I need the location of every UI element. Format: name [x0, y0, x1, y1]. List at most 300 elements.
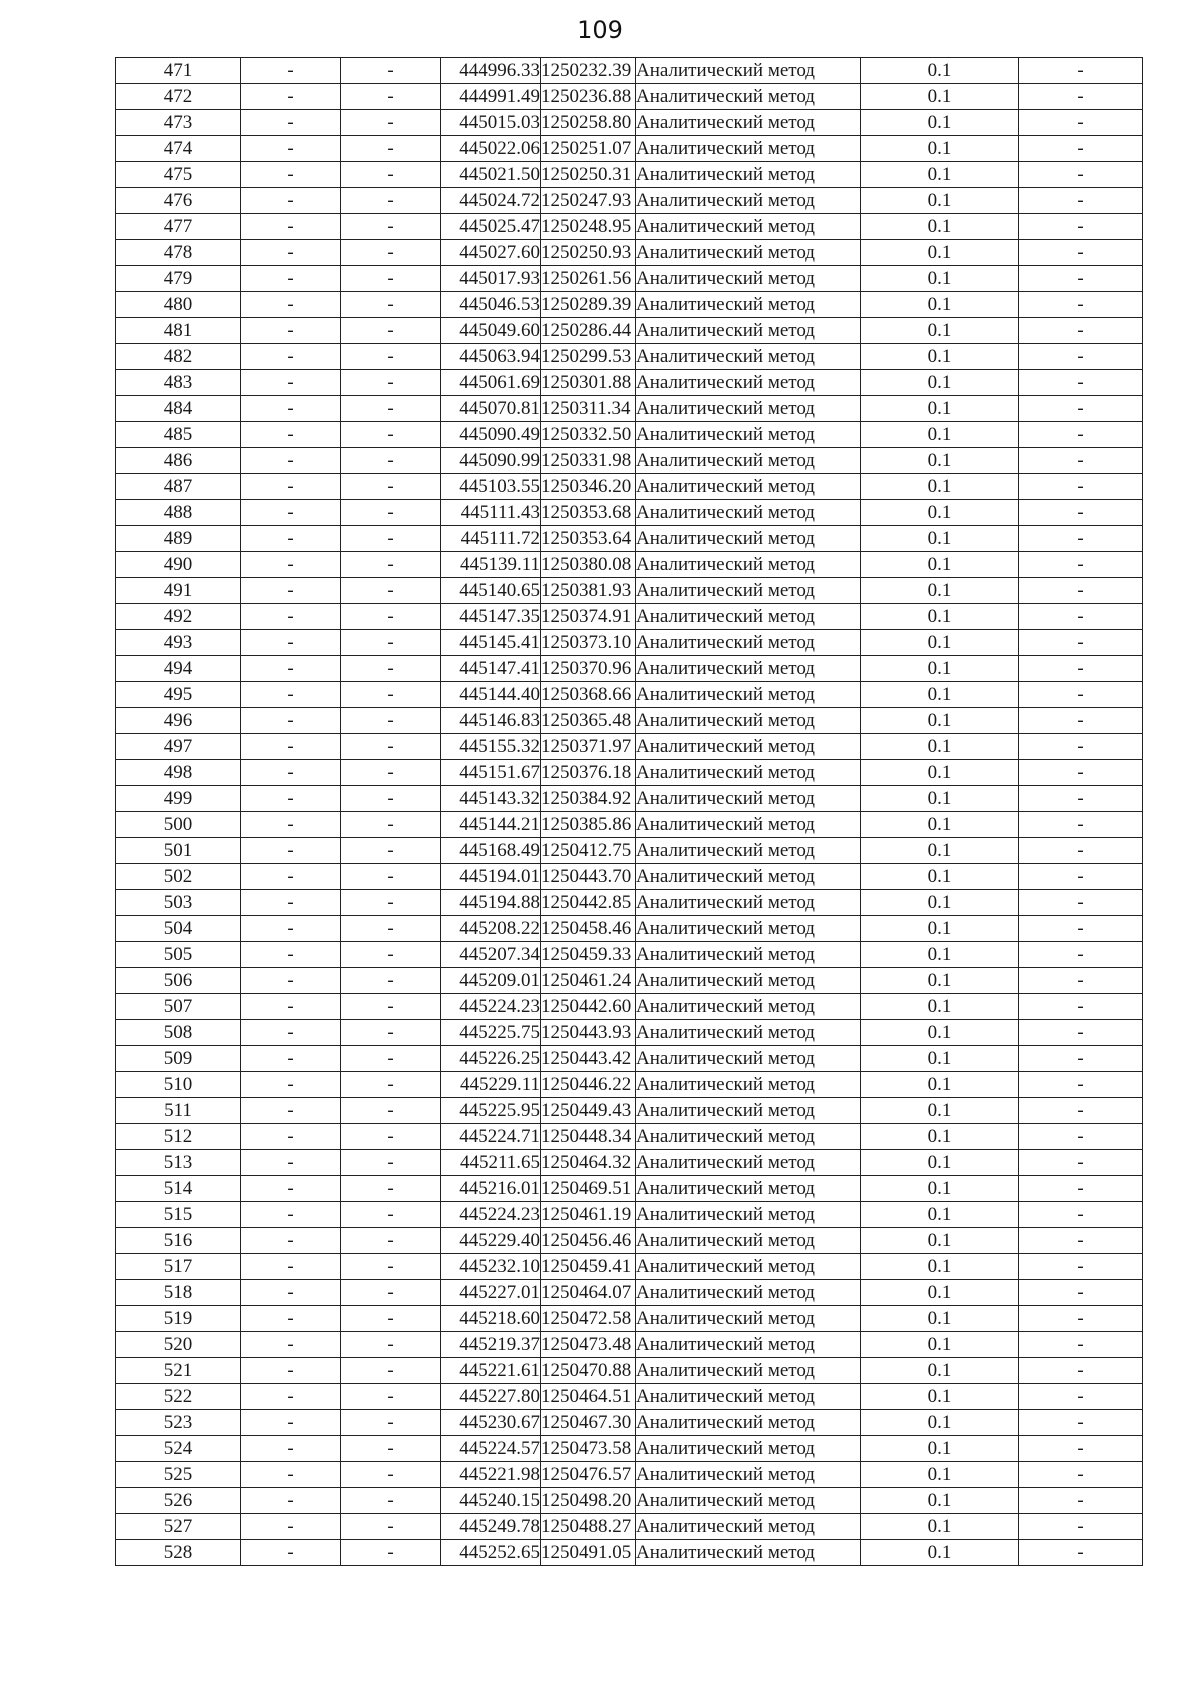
blank-cell-b: - — [341, 760, 441, 786]
y-coordinate-cell: 1250346.20 — [541, 474, 636, 500]
table-row — [116, 942, 1143, 968]
note-cell: - — [1019, 1150, 1143, 1176]
note-cell: - — [1019, 838, 1143, 864]
y-coordinate-cell: 1250299.53 — [541, 344, 636, 370]
blank-cell-b: - — [341, 1540, 441, 1566]
method-cell: Аналитический метод — [636, 1046, 861, 1072]
accuracy-cell: 0.1 — [861, 890, 1019, 916]
accuracy-cell: 0.1 — [861, 1384, 1019, 1410]
point-number-cell: 477 — [116, 214, 241, 240]
y-coordinate-cell: 1250443.42 — [541, 1046, 636, 1072]
accuracy-cell: 0.1 — [861, 422, 1019, 448]
accuracy-cell: 0.1 — [861, 968, 1019, 994]
note-cell: - — [1019, 1254, 1143, 1280]
table-row — [116, 864, 1143, 890]
blank-cell-a: - — [241, 1020, 341, 1046]
blank-cell-b: - — [341, 1072, 441, 1098]
blank-cell-b: - — [341, 240, 441, 266]
blank-cell-a: - — [241, 110, 341, 136]
blank-cell-a: - — [241, 968, 341, 994]
accuracy-cell: 0.1 — [861, 526, 1019, 552]
blank-cell-b: - — [341, 604, 441, 630]
blank-cell-a: - — [241, 292, 341, 318]
y-coordinate-cell: 1250301.88 — [541, 370, 636, 396]
accuracy-cell: 0.1 — [861, 266, 1019, 292]
blank-cell-b: - — [341, 1384, 441, 1410]
note-cell: - — [1019, 1384, 1143, 1410]
point-number-cell: 489 — [116, 526, 241, 552]
accuracy-cell: 0.1 — [861, 708, 1019, 734]
method-cell: Аналитический метод — [636, 318, 861, 344]
y-coordinate-cell: 1250236.88 — [541, 84, 636, 110]
blank-cell-a: - — [241, 630, 341, 656]
note-cell: - — [1019, 448, 1143, 474]
point-number-cell: 490 — [116, 552, 241, 578]
method-cell: Аналитический метод — [636, 1410, 861, 1436]
y-coordinate-cell: 1250385.86 — [541, 812, 636, 838]
method-cell: Аналитический метод — [636, 1384, 861, 1410]
blank-cell-a: - — [241, 994, 341, 1020]
blank-cell-b: - — [341, 1202, 441, 1228]
blank-cell-a: - — [241, 84, 341, 110]
accuracy-cell: 0.1 — [861, 656, 1019, 682]
blank-cell-a: - — [241, 942, 341, 968]
accuracy-cell: 0.1 — [861, 916, 1019, 942]
accuracy-cell: 0.1 — [861, 1254, 1019, 1280]
accuracy-cell: 0.1 — [861, 240, 1019, 266]
x-coordinate-cell: 445147.35 — [441, 604, 541, 630]
blank-cell-b: - — [341, 188, 441, 214]
point-number-cell: 525 — [116, 1462, 241, 1488]
blank-cell-a: - — [241, 786, 341, 812]
accuracy-cell: 0.1 — [861, 110, 1019, 136]
point-number-cell: 471 — [116, 58, 241, 84]
blank-cell-a: - — [241, 1540, 341, 1566]
accuracy-cell: 0.1 — [861, 1072, 1019, 1098]
blank-cell-a: - — [241, 1280, 341, 1306]
point-number-cell: 528 — [116, 1540, 241, 1566]
table-row — [116, 838, 1143, 864]
note-cell: - — [1019, 370, 1143, 396]
blank-cell-b: - — [341, 448, 441, 474]
y-coordinate-cell: 1250467.30 — [541, 1410, 636, 1436]
x-coordinate-cell: 445111.43 — [441, 500, 541, 526]
table-row — [116, 1410, 1143, 1436]
method-cell: Аналитический метод — [636, 1436, 861, 1462]
y-coordinate-cell: 1250448.34 — [541, 1124, 636, 1150]
method-cell: Аналитический метод — [636, 500, 861, 526]
y-coordinate-cell: 1250456.46 — [541, 1228, 636, 1254]
point-number-cell: 515 — [116, 1202, 241, 1228]
x-coordinate-cell: 445194.88 — [441, 890, 541, 916]
blank-cell-b: - — [341, 656, 441, 682]
y-coordinate-cell: 1250247.93 — [541, 188, 636, 214]
x-coordinate-cell: 445218.60 — [441, 1306, 541, 1332]
note-cell: - — [1019, 292, 1143, 318]
point-number-cell: 494 — [116, 656, 241, 682]
y-coordinate-cell: 1250464.51 — [541, 1384, 636, 1410]
blank-cell-a: - — [241, 422, 341, 448]
y-coordinate-cell: 1250289.39 — [541, 292, 636, 318]
point-number-cell: 527 — [116, 1514, 241, 1540]
x-coordinate-cell: 445146.83 — [441, 708, 541, 734]
blank-cell-a: - — [241, 1488, 341, 1514]
accuracy-cell: 0.1 — [861, 214, 1019, 240]
accuracy-cell: 0.1 — [861, 1514, 1019, 1540]
point-number-cell: 521 — [116, 1358, 241, 1384]
note-cell: - — [1019, 786, 1143, 812]
x-coordinate-cell: 445144.21 — [441, 812, 541, 838]
table-row — [116, 1358, 1143, 1384]
x-coordinate-cell: 445224.57 — [441, 1436, 541, 1462]
note-cell: - — [1019, 760, 1143, 786]
method-cell: Аналитический метод — [636, 370, 861, 396]
table-row — [116, 1098, 1143, 1124]
note-cell: - — [1019, 994, 1143, 1020]
blank-cell-a: - — [241, 396, 341, 422]
x-coordinate-cell: 445021.50 — [441, 162, 541, 188]
blank-cell-a: - — [241, 916, 341, 942]
blank-cell-a: - — [241, 1514, 341, 1540]
x-coordinate-cell: 445225.95 — [441, 1098, 541, 1124]
blank-cell-b: - — [341, 786, 441, 812]
note-cell: - — [1019, 474, 1143, 500]
blank-cell-b: - — [341, 1332, 441, 1358]
method-cell: Аналитический метод — [636, 1020, 861, 1046]
y-coordinate-cell: 1250368.66 — [541, 682, 636, 708]
method-cell: Аналитический метод — [636, 682, 861, 708]
point-number-cell: 484 — [116, 396, 241, 422]
table-row — [116, 526, 1143, 552]
table-row — [116, 422, 1143, 448]
point-number-cell: 509 — [116, 1046, 241, 1072]
blank-cell-a: - — [241, 188, 341, 214]
method-cell: Аналитический метод — [636, 526, 861, 552]
x-coordinate-cell: 445229.40 — [441, 1228, 541, 1254]
table-row — [116, 84, 1143, 110]
table-row — [116, 1176, 1143, 1202]
x-coordinate-cell: 445090.99 — [441, 448, 541, 474]
point-number-cell: 510 — [116, 1072, 241, 1098]
y-coordinate-cell: 1250365.48 — [541, 708, 636, 734]
x-coordinate-cell: 445219.37 — [441, 1332, 541, 1358]
accuracy-cell: 0.1 — [861, 578, 1019, 604]
blank-cell-b: - — [341, 1280, 441, 1306]
method-cell: Аналитический метод — [636, 1280, 861, 1306]
table-row — [116, 1280, 1143, 1306]
accuracy-cell: 0.1 — [861, 1488, 1019, 1514]
blank-cell-b: - — [341, 734, 441, 760]
table-row — [116, 292, 1143, 318]
accuracy-cell: 0.1 — [861, 1436, 1019, 1462]
note-cell: - — [1019, 1358, 1143, 1384]
method-cell: Аналитический метод — [636, 942, 861, 968]
accuracy-cell: 0.1 — [861, 1462, 1019, 1488]
table-row — [116, 1202, 1143, 1228]
table-row — [116, 162, 1143, 188]
point-number-cell: 511 — [116, 1098, 241, 1124]
blank-cell-b: - — [341, 1046, 441, 1072]
method-cell: Аналитический метод — [636, 266, 861, 292]
point-number-cell: 496 — [116, 708, 241, 734]
blank-cell-b: - — [341, 344, 441, 370]
note-cell: - — [1019, 266, 1143, 292]
y-coordinate-cell: 1250470.88 — [541, 1358, 636, 1384]
table-row — [116, 58, 1143, 84]
page-number: 109 — [577, 16, 623, 44]
point-number-cell: 523 — [116, 1410, 241, 1436]
y-coordinate-cell: 1250459.33 — [541, 942, 636, 968]
y-coordinate-cell: 1250353.64 — [541, 526, 636, 552]
table-row — [116, 1540, 1143, 1566]
blank-cell-b: - — [341, 474, 441, 500]
accuracy-cell: 0.1 — [861, 734, 1019, 760]
blank-cell-b: - — [341, 552, 441, 578]
blank-cell-a: - — [241, 682, 341, 708]
y-coordinate-cell: 1250458.46 — [541, 916, 636, 942]
y-coordinate-cell: 1250380.08 — [541, 552, 636, 578]
x-coordinate-cell: 445221.61 — [441, 1358, 541, 1384]
point-number-cell: 518 — [116, 1280, 241, 1306]
table-row — [116, 1514, 1143, 1540]
blank-cell-b: - — [341, 682, 441, 708]
point-number-cell: 507 — [116, 994, 241, 1020]
note-cell: - — [1019, 1462, 1143, 1488]
blank-cell-a: - — [241, 1436, 341, 1462]
blank-cell-b: - — [341, 396, 441, 422]
blank-cell-a: - — [241, 812, 341, 838]
x-coordinate-cell: 445225.75 — [441, 1020, 541, 1046]
accuracy-cell: 0.1 — [861, 370, 1019, 396]
method-cell: Аналитический метод — [636, 864, 861, 890]
blank-cell-b: - — [341, 422, 441, 448]
note-cell: - — [1019, 188, 1143, 214]
point-number-cell: 522 — [116, 1384, 241, 1410]
x-coordinate-cell: 445024.72 — [441, 188, 541, 214]
x-coordinate-cell: 445046.53 — [441, 292, 541, 318]
note-cell: - — [1019, 110, 1143, 136]
table-row — [116, 1150, 1143, 1176]
x-coordinate-cell: 445227.01 — [441, 1280, 541, 1306]
x-coordinate-cell: 445207.34 — [441, 942, 541, 968]
table-row — [116, 890, 1143, 916]
table-row — [116, 1046, 1143, 1072]
note-cell: - — [1019, 1046, 1143, 1072]
method-cell: Аналитический метод — [636, 1072, 861, 1098]
accuracy-cell: 0.1 — [861, 1124, 1019, 1150]
x-coordinate-cell: 445194.01 — [441, 864, 541, 890]
y-coordinate-cell: 1250250.31 — [541, 162, 636, 188]
table-row — [116, 396, 1143, 422]
x-coordinate-cell: 445061.69 — [441, 370, 541, 396]
method-cell: Аналитический метод — [636, 422, 861, 448]
blank-cell-a: - — [241, 734, 341, 760]
method-cell: Аналитический метод — [636, 240, 861, 266]
blank-cell-a: - — [241, 1176, 341, 1202]
table-row — [116, 474, 1143, 500]
note-cell: - — [1019, 58, 1143, 84]
x-coordinate-cell: 445027.60 — [441, 240, 541, 266]
point-number-cell: 476 — [116, 188, 241, 214]
x-coordinate-cell: 445224.23 — [441, 994, 541, 1020]
x-coordinate-cell: 445216.01 — [441, 1176, 541, 1202]
method-cell: Аналитический метод — [636, 1358, 861, 1384]
blank-cell-b: - — [341, 110, 441, 136]
blank-cell-a: - — [241, 500, 341, 526]
x-coordinate-cell: 444991.49 — [441, 84, 541, 110]
y-coordinate-cell: 1250473.48 — [541, 1332, 636, 1358]
accuracy-cell: 0.1 — [861, 786, 1019, 812]
accuracy-cell: 0.1 — [861, 1202, 1019, 1228]
point-number-cell: 508 — [116, 1020, 241, 1046]
point-number-cell: 485 — [116, 422, 241, 448]
blank-cell-b: - — [341, 1254, 441, 1280]
note-cell: - — [1019, 500, 1143, 526]
table-row — [116, 1306, 1143, 1332]
y-coordinate-cell: 1250258.80 — [541, 110, 636, 136]
accuracy-cell: 0.1 — [861, 136, 1019, 162]
note-cell: - — [1019, 318, 1143, 344]
blank-cell-a: - — [241, 656, 341, 682]
x-coordinate-cell: 445140.65 — [441, 578, 541, 604]
blank-cell-a: - — [241, 344, 341, 370]
note-cell: - — [1019, 240, 1143, 266]
table-row — [116, 994, 1143, 1020]
table-row — [116, 1332, 1143, 1358]
blank-cell-a: - — [241, 448, 341, 474]
method-cell: Аналитический метод — [636, 162, 861, 188]
blank-cell-b: - — [341, 136, 441, 162]
accuracy-cell: 0.1 — [861, 1332, 1019, 1358]
method-cell: Аналитический метод — [636, 994, 861, 1020]
note-cell: - — [1019, 1124, 1143, 1150]
x-coordinate-cell: 445224.23 — [441, 1202, 541, 1228]
method-cell: Аналитический метод — [636, 1462, 861, 1488]
accuracy-cell: 0.1 — [861, 1020, 1019, 1046]
point-number-cell: 526 — [116, 1488, 241, 1514]
x-coordinate-cell: 445070.81 — [441, 396, 541, 422]
x-coordinate-cell: 445143.32 — [441, 786, 541, 812]
method-cell: Аналитический метод — [636, 214, 861, 240]
accuracy-cell: 0.1 — [861, 1410, 1019, 1436]
accuracy-cell: 0.1 — [861, 292, 1019, 318]
note-cell: - — [1019, 552, 1143, 578]
y-coordinate-cell: 1250443.70 — [541, 864, 636, 890]
table-row — [116, 812, 1143, 838]
note-cell: - — [1019, 734, 1143, 760]
note-cell: - — [1019, 864, 1143, 890]
point-number-cell: 475 — [116, 162, 241, 188]
y-coordinate-cell: 1250370.96 — [541, 656, 636, 682]
note-cell: - — [1019, 422, 1143, 448]
blank-cell-b: - — [341, 630, 441, 656]
note-cell: - — [1019, 214, 1143, 240]
x-coordinate-cell: 445151.67 — [441, 760, 541, 786]
x-coordinate-cell: 445147.41 — [441, 656, 541, 682]
accuracy-cell: 0.1 — [861, 84, 1019, 110]
y-coordinate-cell: 1250331.98 — [541, 448, 636, 474]
blank-cell-b: - — [341, 838, 441, 864]
accuracy-cell: 0.1 — [861, 812, 1019, 838]
note-cell: - — [1019, 968, 1143, 994]
table-row — [116, 630, 1143, 656]
x-coordinate-cell: 445168.49 — [441, 838, 541, 864]
blank-cell-a: - — [241, 162, 341, 188]
table-row — [116, 188, 1143, 214]
x-coordinate-cell: 445022.06 — [441, 136, 541, 162]
y-coordinate-cell: 1250446.22 — [541, 1072, 636, 1098]
point-number-cell: 498 — [116, 760, 241, 786]
accuracy-cell: 0.1 — [861, 604, 1019, 630]
method-cell: Аналитический метод — [636, 968, 861, 994]
accuracy-cell: 0.1 — [861, 1176, 1019, 1202]
method-cell: Аналитический метод — [636, 1540, 861, 1566]
table-body — [116, 58, 1143, 1566]
blank-cell-b: - — [341, 1358, 441, 1384]
blank-cell-a: - — [241, 578, 341, 604]
accuracy-cell: 0.1 — [861, 58, 1019, 84]
method-cell: Аналитический метод — [636, 396, 861, 422]
note-cell: - — [1019, 1436, 1143, 1462]
note-cell: - — [1019, 656, 1143, 682]
point-number-cell: 493 — [116, 630, 241, 656]
y-coordinate-cell: 1250374.91 — [541, 604, 636, 630]
point-number-cell: 487 — [116, 474, 241, 500]
note-cell: - — [1019, 682, 1143, 708]
point-number-cell: 520 — [116, 1332, 241, 1358]
y-coordinate-cell: 1250286.44 — [541, 318, 636, 344]
blank-cell-a: - — [241, 58, 341, 84]
blank-cell-b: - — [341, 942, 441, 968]
method-cell: Аналитический метод — [636, 110, 861, 136]
note-cell: - — [1019, 1280, 1143, 1306]
method-cell: Аналитический метод — [636, 552, 861, 578]
table-row — [116, 578, 1143, 604]
point-number-cell: 512 — [116, 1124, 241, 1150]
table-row — [116, 240, 1143, 266]
x-coordinate-cell: 445209.01 — [441, 968, 541, 994]
method-cell: Аналитический метод — [636, 1254, 861, 1280]
note-cell: - — [1019, 1176, 1143, 1202]
blank-cell-b: - — [341, 1436, 441, 1462]
y-coordinate-cell: 1250461.24 — [541, 968, 636, 994]
blank-cell-b: - — [341, 968, 441, 994]
y-coordinate-cell: 1250461.19 — [541, 1202, 636, 1228]
table-row — [116, 266, 1143, 292]
blank-cell-b: - — [341, 214, 441, 240]
point-number-cell: 501 — [116, 838, 241, 864]
blank-cell-b: - — [341, 1150, 441, 1176]
y-coordinate-cell: 1250353.68 — [541, 500, 636, 526]
point-number-cell: 486 — [116, 448, 241, 474]
y-coordinate-cell: 1250232.39 — [541, 58, 636, 84]
method-cell: Аналитический метод — [636, 734, 861, 760]
y-coordinate-cell: 1250373.10 — [541, 630, 636, 656]
y-coordinate-cell: 1250251.07 — [541, 136, 636, 162]
accuracy-cell: 0.1 — [861, 188, 1019, 214]
note-cell: - — [1019, 1020, 1143, 1046]
point-number-cell: 491 — [116, 578, 241, 604]
note-cell: - — [1019, 396, 1143, 422]
table-row — [116, 370, 1143, 396]
method-cell: Аналитический метод — [636, 58, 861, 84]
point-number-cell: 480 — [116, 292, 241, 318]
note-cell: - — [1019, 344, 1143, 370]
y-coordinate-cell: 1250311.34 — [541, 396, 636, 422]
accuracy-cell: 0.1 — [861, 1098, 1019, 1124]
table-row — [116, 1072, 1143, 1098]
method-cell: Аналитический метод — [636, 656, 861, 682]
